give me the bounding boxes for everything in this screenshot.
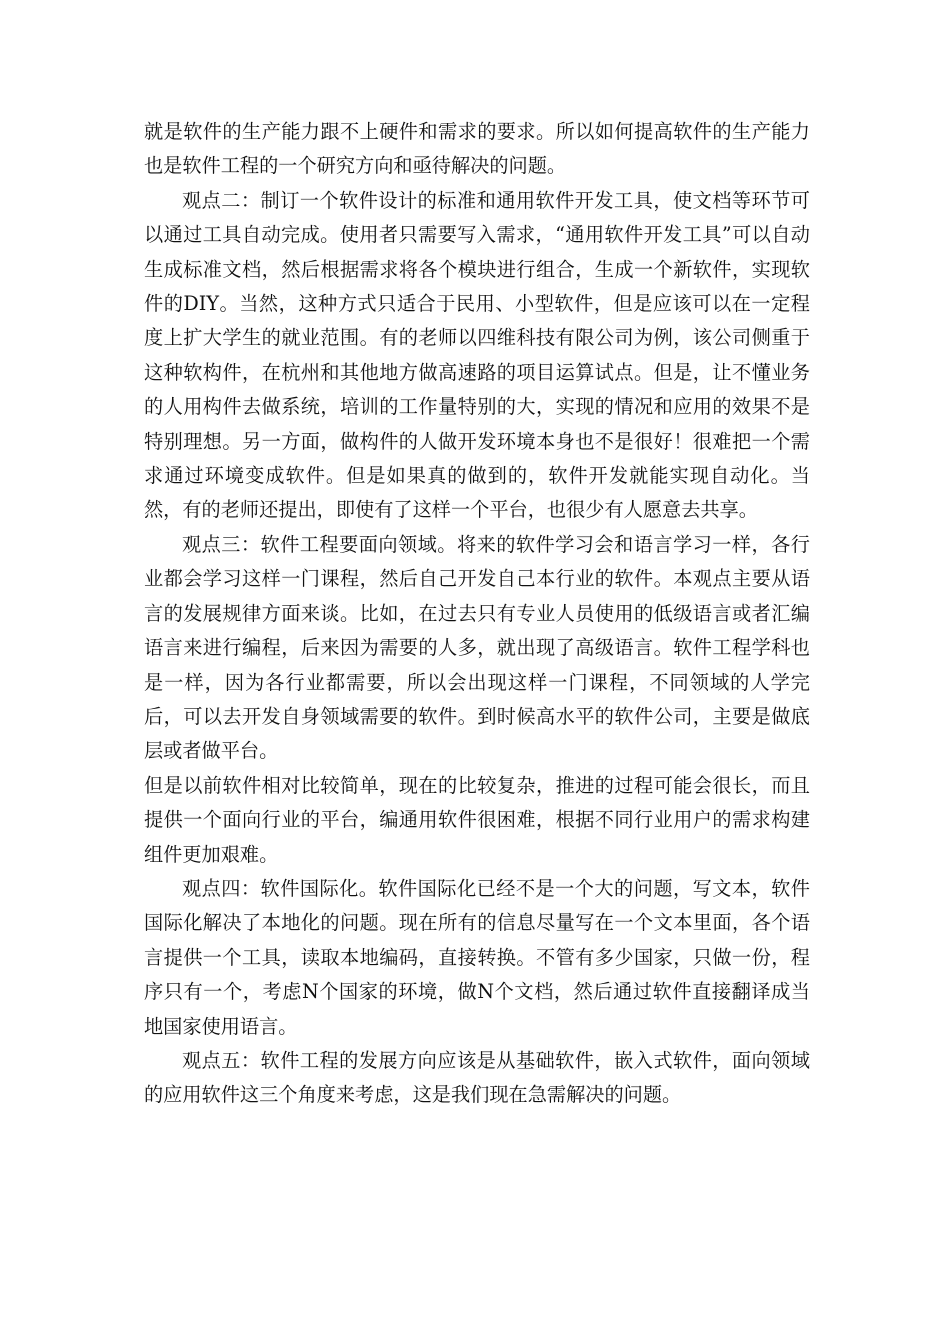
paragraph-5: 观点四：软件国际化。软件国际化已经不是一个大的问题，写文本，软件国际化解决了本地化的问题。现在所有的信息尽量写在一个文本里面，各个语言提供一个工具，读取本地编码，直接转换。不管有多少国家，只做一份，程序只有一个，考虑N个国家的环境，做N个文档，然后通过软件直接翻译成当地国家使用语言。 (144, 876, 810, 1038)
paragraph-6: 观点五：软件工程的发展方向应该是从基础软件，嵌入式软件，面向领域的应用软件这三个角度来考虑，这是我们现在急需解决的问题。 (144, 1048, 810, 1107)
paragraph-1: 就是软件的生产能力跟不上硬件和需求的要求。所以如何提高软件的生产能力也是软件工程的一个研究方向和亟待解决的问题。 (144, 120, 810, 178)
paragraph-2: 观点二：制订一个软件设计的标准和通用软件开发工具，使文档等环节可以通过工具自动完成。使用者只需要写入需求，“通用软件开发工具”可以自动生成标准文档，然后根据需求将各个模块进行组合，生成一个新软件，实现软件的DIY。当然，这种方式只适合于民用、小型软件，但是应该可以在一定程度上扩大学生的就业范围。有的老师以四维科技有限公司为例，该公司侧重于这种软构件，在杭州和其他地方做高速路的项目运算试点。但是，让不懂业务的人用构件去做系统，培训的工作量特别的大，实现的情况和应用的效果不是特别理想。另一方面，做构件的人做开发环境本身也不是很好！很难把一个需求通过环境变成软件。但是如果真的做到的，软件开发就能实现自动化。当然，有的老师还提出，即使有了这样一个平台，也很少有人愿意去共享。 (144, 188, 810, 522)
paragraph-3: 观点三：软件工程要面向领域。将来的软件学习会和语言学习一样，各行业都会学习这样一门课程，然后自己开发自己本行业的软件。本观点主要从语言的发展规律方面来谈。比如，在过去只有专业人员使用的低级语言或者汇编语言来进行编程，后来因为需要的人多，就出现了高级语言。软件工程学科也是一样，因为各行业都需要，所以会出现这样一门课程，不同领域的人学完后，可以去开发自身领域需要的软件。到时候高水平的软件公司，主要是做底层或者做平台。 (144, 532, 810, 763)
document-body (144, 115, 810, 1113)
paragraph-4: 但是以前软件相对比较简单，现在的比较复杂，推进的过程可能会很长，而且提供一个面向行业的平台，编通用软件很困难，根据不同行业用户的需求构建组件更加艰难。 (144, 773, 810, 866)
